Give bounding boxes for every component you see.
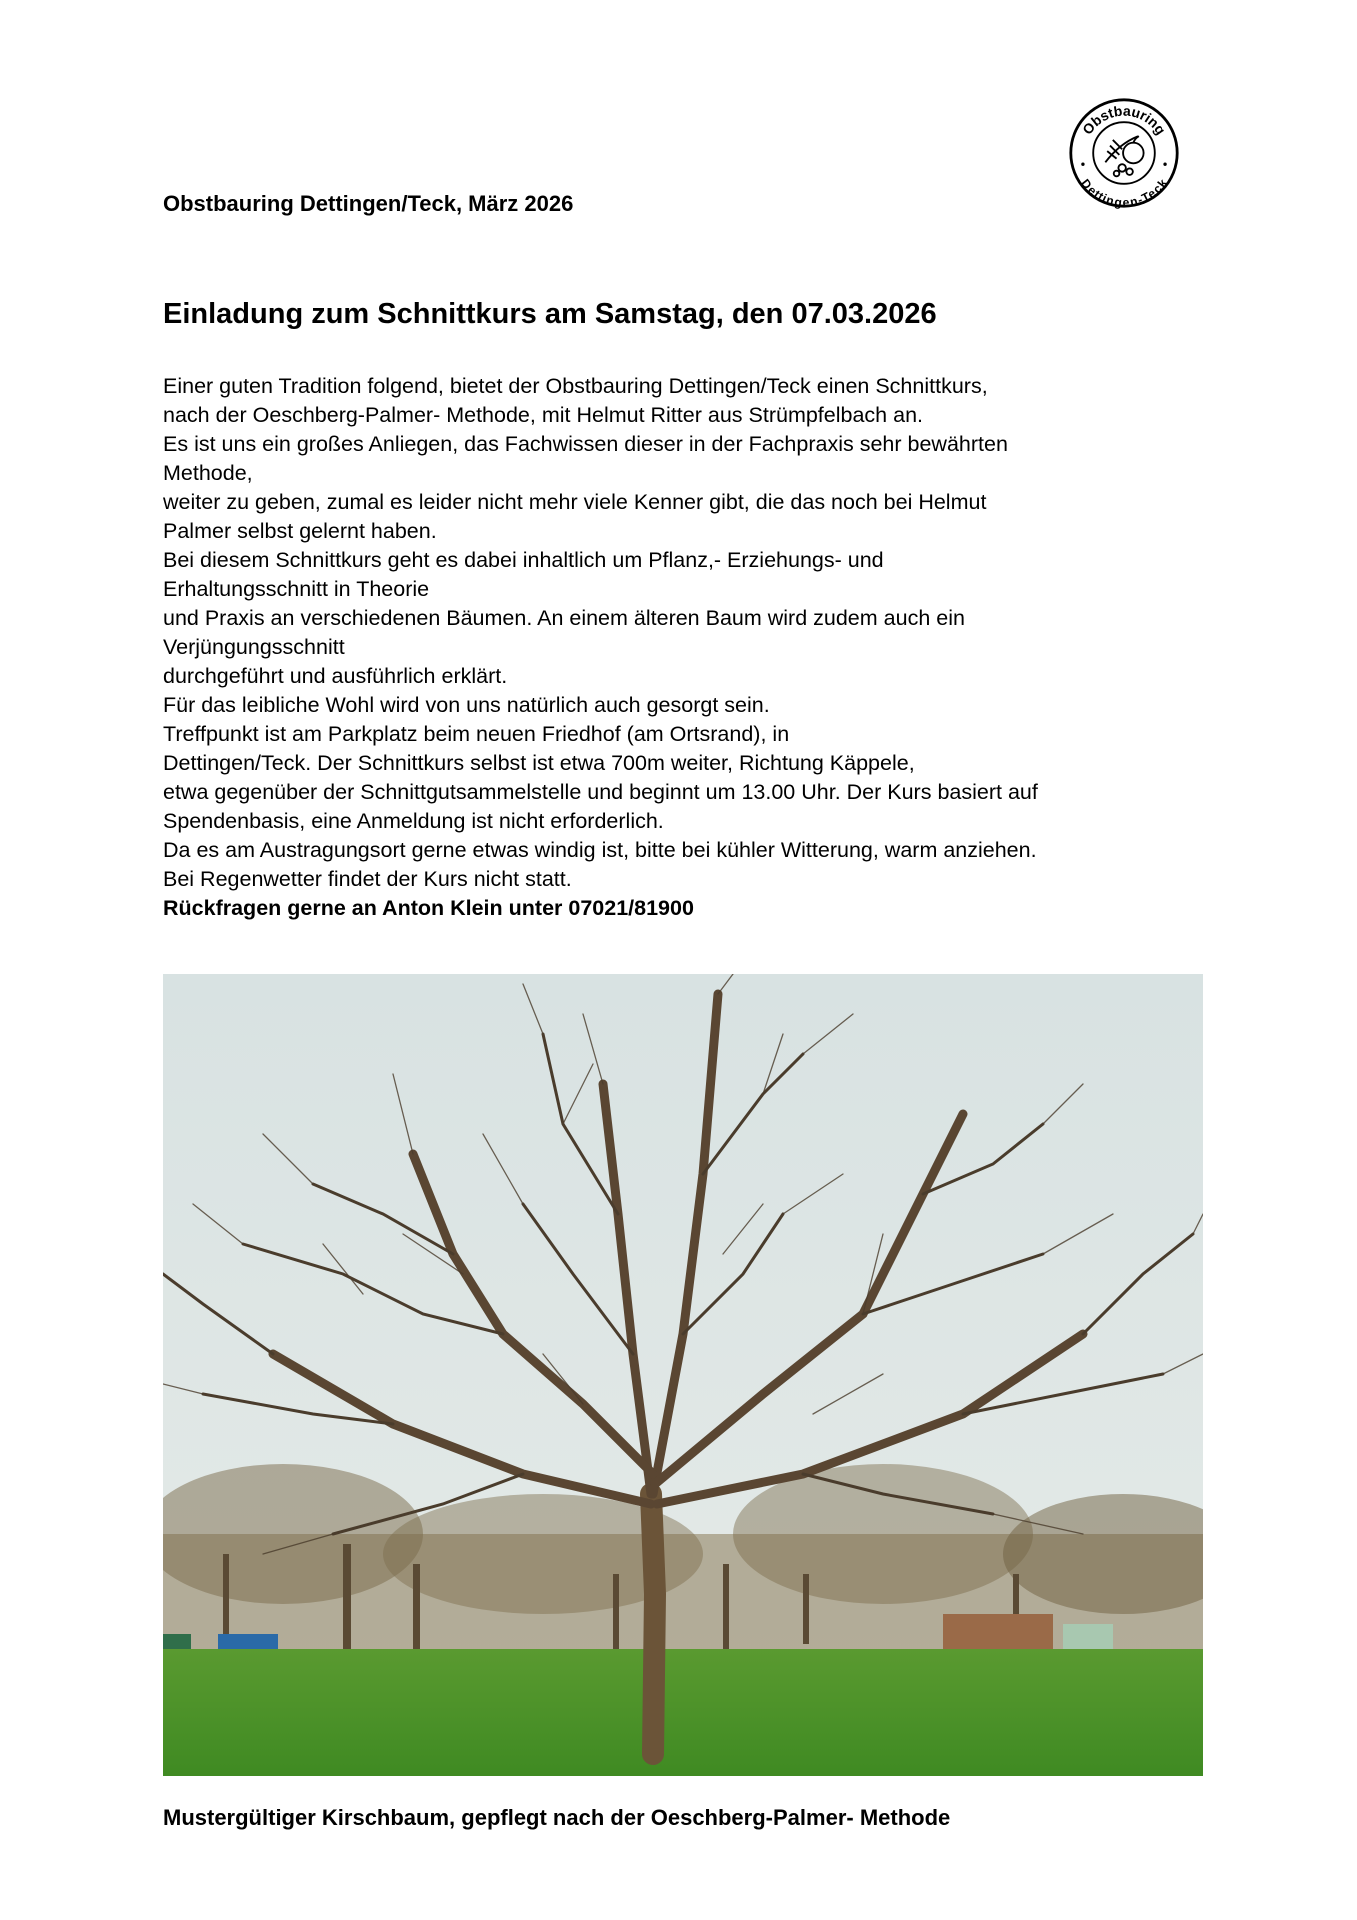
body-line: weiter zu geben, zumal es leider nicht mehr viele Kenner gibt, die das noch bei Helmut bbox=[163, 490, 987, 514]
logo-seal bbox=[1068, 97, 1180, 209]
body-line: Verjüngungsschnitt bbox=[163, 635, 345, 659]
grass-meadow bbox=[163, 1649, 1203, 1776]
body-line: Dettingen/Teck. Der Schnittkurs selbst ist etwa 700m weiter, Richtung Käppele, bbox=[163, 751, 915, 775]
organization-date-line: Obstbauring Dettingen/Teck, März 2026 bbox=[163, 191, 574, 216]
body-line: Da es am Austragungsort gerne etwas windig ist, bitte bei kühler Witterung, warm anziehen. bbox=[163, 838, 1037, 862]
body-line: Bei Regenwetter findet der Kurs nicht statt. bbox=[163, 867, 572, 891]
logo-bottom-text: Dettingen-Teck bbox=[1078, 176, 1171, 209]
photo-caption: Mustergültiger Kirschbaum, gepflegt nach der Oeschberg-Palmer- Methode bbox=[163, 1805, 951, 1830]
body-line: Methode, bbox=[163, 461, 253, 485]
body-line: Erhaltungsschnitt in Theorie bbox=[163, 577, 430, 601]
body-line: etwa gegenüber der Schnittgutsammelstelle und beginnt um 13.00 Uhr. Der Kurs basiert auf bbox=[163, 780, 1038, 804]
obstbauring-logo bbox=[1068, 97, 1180, 209]
invitation-body bbox=[163, 372, 1223, 923]
body-line: Es ist uns ein großes Anliegen, das Fachwissen dieser in der Fachpraxis sehr bewährten bbox=[163, 432, 1008, 456]
woodpile bbox=[943, 1614, 1053, 1654]
body-line: nach der Oeschberg-Palmer- Methode, mit Helmut Ritter aus Strümpfelbach an. bbox=[163, 403, 923, 427]
body-line: Spendenbasis, eine Anmeldung ist nicht erforderlich. bbox=[163, 809, 664, 833]
contact-line: Rückfragen gerne an Anton Klein unter 07021/81900 bbox=[163, 896, 694, 920]
body-line: durchgeführt und ausführlich erklärt. bbox=[163, 664, 508, 688]
body-line: Einer guten Tradition folgend, bietet der Obstbauring Dettingen/Teck einen Schnittkurs, bbox=[163, 374, 988, 398]
body-line: Für das leibliche Wohl wird von uns natürlich auch gesorgt sein. bbox=[163, 693, 770, 717]
body-line: und Praxis an verschiedenen Bäumen. An einem älteren Baum wird zudem auch ein bbox=[163, 606, 965, 630]
body-line: Treffpunkt ist am Parkplatz beim neuen Friedhof (am Ortsrand), in bbox=[163, 722, 790, 746]
cherry-tree-photo bbox=[163, 974, 1203, 1776]
body-line: Palmer selbst gelernt haben. bbox=[163, 519, 437, 543]
logo-top-text: Obstbauring bbox=[1079, 102, 1170, 138]
page-title: Einladung zum Schnittkurs am Samstag, den 07.03.2026 bbox=[163, 298, 937, 330]
tree-illustration bbox=[163, 974, 1203, 1776]
body-line: Bei diesem Schnittkurs geht es dabei inhaltlich um Pflanz,- Erziehungs- und bbox=[163, 548, 884, 572]
